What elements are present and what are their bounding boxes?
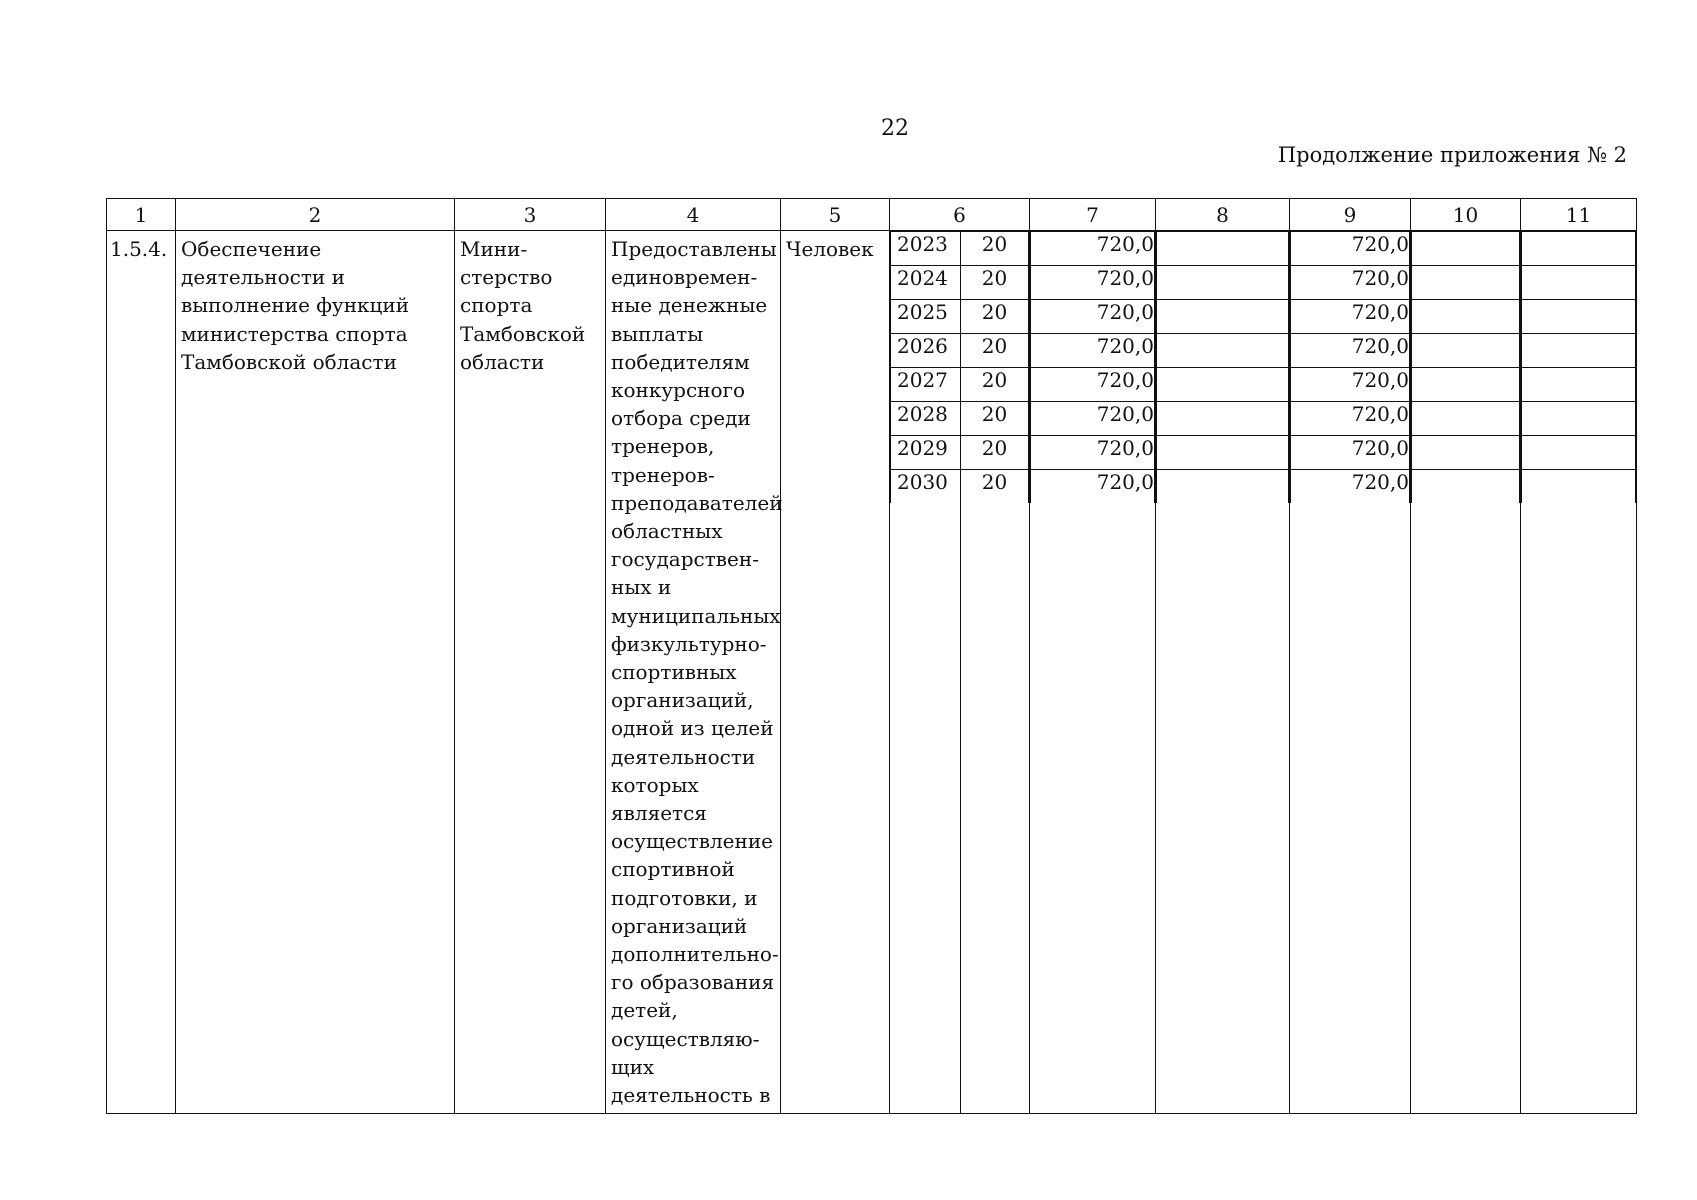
col7-value: 720,0 xyxy=(1031,436,1155,470)
col7-row xyxy=(1031,436,1155,470)
col7-value: 720,0 xyxy=(1031,334,1155,368)
table-row xyxy=(107,231,1637,1114)
col-header-2: 2 xyxy=(176,199,455,231)
col8-table xyxy=(1156,231,1289,503)
col9-value: 720,0 xyxy=(1291,368,1410,402)
col7-row xyxy=(1031,334,1155,368)
col10-row xyxy=(1412,334,1520,368)
col9-value: 720,0 xyxy=(1291,300,1410,334)
col8-row xyxy=(1157,300,1289,334)
row-executor: Мини-стерство спорта Тамбовской области xyxy=(460,237,586,374)
year-cell: 2023 xyxy=(891,232,961,266)
year-value-cell: 20 xyxy=(961,300,1029,334)
row-name: Обеспечение деятельности и выполнение функций министерства спорта Тамбовской области xyxy=(181,237,410,374)
header-row xyxy=(107,199,1637,231)
col10-row xyxy=(1412,470,1520,504)
col11-value xyxy=(1522,436,1636,470)
col11-row xyxy=(1522,368,1636,402)
col9-table xyxy=(1290,231,1410,503)
col11-table xyxy=(1521,231,1636,503)
col11-row xyxy=(1522,232,1636,266)
col9-value: 720,0 xyxy=(1291,334,1410,368)
row-unit-cell xyxy=(781,231,890,1114)
col9-value: 720,0 xyxy=(1291,402,1410,436)
col10-table xyxy=(1411,231,1520,503)
col8-row xyxy=(1157,232,1289,266)
page-number: 22 xyxy=(881,116,909,141)
col-header-11: 11 xyxy=(1521,199,1637,231)
col7-row xyxy=(1031,470,1155,504)
col9-row xyxy=(1291,232,1410,266)
year-cell: 2028 xyxy=(891,402,961,436)
year-cell: 2024 xyxy=(891,266,961,300)
col9-value: 720,0 xyxy=(1291,232,1410,266)
row-result-cell xyxy=(606,231,781,1114)
col9-row xyxy=(1291,300,1410,334)
col8-cell xyxy=(1156,231,1290,1114)
col8-value xyxy=(1157,266,1289,300)
col8-row xyxy=(1157,470,1289,504)
col11-row xyxy=(1522,266,1636,300)
row-unit: Человек xyxy=(786,237,874,261)
col10-cell xyxy=(1411,231,1521,1114)
col11-value xyxy=(1522,266,1636,300)
col11-row xyxy=(1522,402,1636,436)
col7-row xyxy=(1031,232,1155,266)
col-header-4: 4 xyxy=(606,199,781,231)
col10-row xyxy=(1412,300,1520,334)
year-divider xyxy=(960,231,961,1113)
col10-value xyxy=(1412,300,1520,334)
col9-value: 720,0 xyxy=(1291,436,1410,470)
col11-value xyxy=(1522,232,1636,266)
col9-row xyxy=(1291,368,1410,402)
col8-value xyxy=(1157,470,1289,504)
col8-row xyxy=(1157,334,1289,368)
col7-cell xyxy=(1030,231,1156,1114)
col7-row xyxy=(1031,300,1155,334)
col7-value: 720,0 xyxy=(1031,402,1155,436)
col11-value xyxy=(1522,368,1636,402)
row-name-cell xyxy=(176,231,455,1114)
col10-row xyxy=(1412,266,1520,300)
appendix-table xyxy=(106,198,1637,1114)
row-code-cell xyxy=(107,231,176,1114)
col10-row xyxy=(1412,368,1520,402)
col10-row xyxy=(1412,402,1520,436)
year-value-cell: 20 xyxy=(961,436,1029,470)
col8-row xyxy=(1157,402,1289,436)
col11-row xyxy=(1522,334,1636,368)
col7-table xyxy=(1030,231,1155,503)
col9-row xyxy=(1291,402,1410,436)
col-header-10: 10 xyxy=(1411,199,1521,231)
col8-value xyxy=(1157,436,1289,470)
col8-value xyxy=(1157,232,1289,266)
col11-row xyxy=(1522,470,1636,504)
col10-value xyxy=(1412,232,1520,266)
col9-row xyxy=(1291,470,1410,504)
col10-value xyxy=(1412,266,1520,300)
col11-value xyxy=(1522,470,1636,504)
col-header-1: 1 xyxy=(107,199,176,231)
col7-row xyxy=(1031,266,1155,300)
year-cell: 2030 xyxy=(891,470,961,504)
row-result: Предоставлены единовремен-ные денежные выплаты победителям конкурсного отбора среди тренеров, тренеров-преподавателей областных государствен-ных и муниципальных физкультурно-спортивных организаций, одной из целей деятельности которых является осуществление спортивной подготовки, и организаций дополнительно-го образования детей, осуществляю-щих деятельность в xyxy=(611,237,783,1108)
col9-row xyxy=(1291,436,1410,470)
col10-value xyxy=(1412,334,1520,368)
year-value-cell: 20 xyxy=(961,266,1029,300)
col7-value: 720,0 xyxy=(1031,470,1155,504)
col8-row xyxy=(1157,436,1289,470)
col-header-8: 8 xyxy=(1156,199,1290,231)
col10-row xyxy=(1412,232,1520,266)
col8-value xyxy=(1157,402,1289,436)
col-header-9: 9 xyxy=(1290,199,1411,231)
col8-value xyxy=(1157,368,1289,402)
col9-value: 720,0 xyxy=(1291,470,1410,504)
col11-value xyxy=(1522,300,1636,334)
col11-cell xyxy=(1521,231,1637,1114)
col-header-5: 5 xyxy=(781,199,890,231)
col9-value: 720,0 xyxy=(1291,266,1410,300)
col-header-3: 3 xyxy=(455,199,606,231)
year-cell: 2026 xyxy=(891,334,961,368)
col7-value: 720,0 xyxy=(1031,266,1155,300)
row-code: 1.5.4. xyxy=(110,237,168,261)
continuation-label: Продолжение приложения № 2 xyxy=(1277,143,1627,167)
col10-value xyxy=(1412,368,1520,402)
year-cell: 2029 xyxy=(891,436,961,470)
year-value-cell: 20 xyxy=(961,334,1029,368)
year-cell: 2027 xyxy=(891,368,961,402)
col8-value xyxy=(1157,334,1289,368)
col11-value xyxy=(1522,334,1636,368)
col9-row xyxy=(1291,266,1410,300)
col7-value: 720,0 xyxy=(1031,300,1155,334)
year-values-cell xyxy=(890,231,1030,1114)
col-header-6: 6 xyxy=(890,199,1030,231)
year-value-cell: 20 xyxy=(961,368,1029,402)
year-value-cell: 20 xyxy=(961,232,1029,266)
year-cell: 2025 xyxy=(891,300,961,334)
col8-row xyxy=(1157,266,1289,300)
col7-row xyxy=(1031,368,1155,402)
col10-value xyxy=(1412,470,1520,504)
col7-value: 720,0 xyxy=(1031,368,1155,402)
col11-value xyxy=(1522,402,1636,436)
col9-cell xyxy=(1290,231,1411,1114)
row-executor-cell xyxy=(455,231,606,1114)
year-value-cell: 20 xyxy=(961,470,1029,504)
col8-value xyxy=(1157,300,1289,334)
col7-row xyxy=(1031,402,1155,436)
col-header-7: 7 xyxy=(1030,199,1156,231)
col8-row xyxy=(1157,368,1289,402)
col10-row xyxy=(1412,436,1520,470)
col11-row xyxy=(1522,436,1636,470)
col10-value xyxy=(1412,436,1520,470)
col11-row xyxy=(1522,300,1636,334)
col10-value xyxy=(1412,402,1520,436)
year-value-cell: 20 xyxy=(961,402,1029,436)
col7-value: 720,0 xyxy=(1031,232,1155,266)
col9-row xyxy=(1291,334,1410,368)
